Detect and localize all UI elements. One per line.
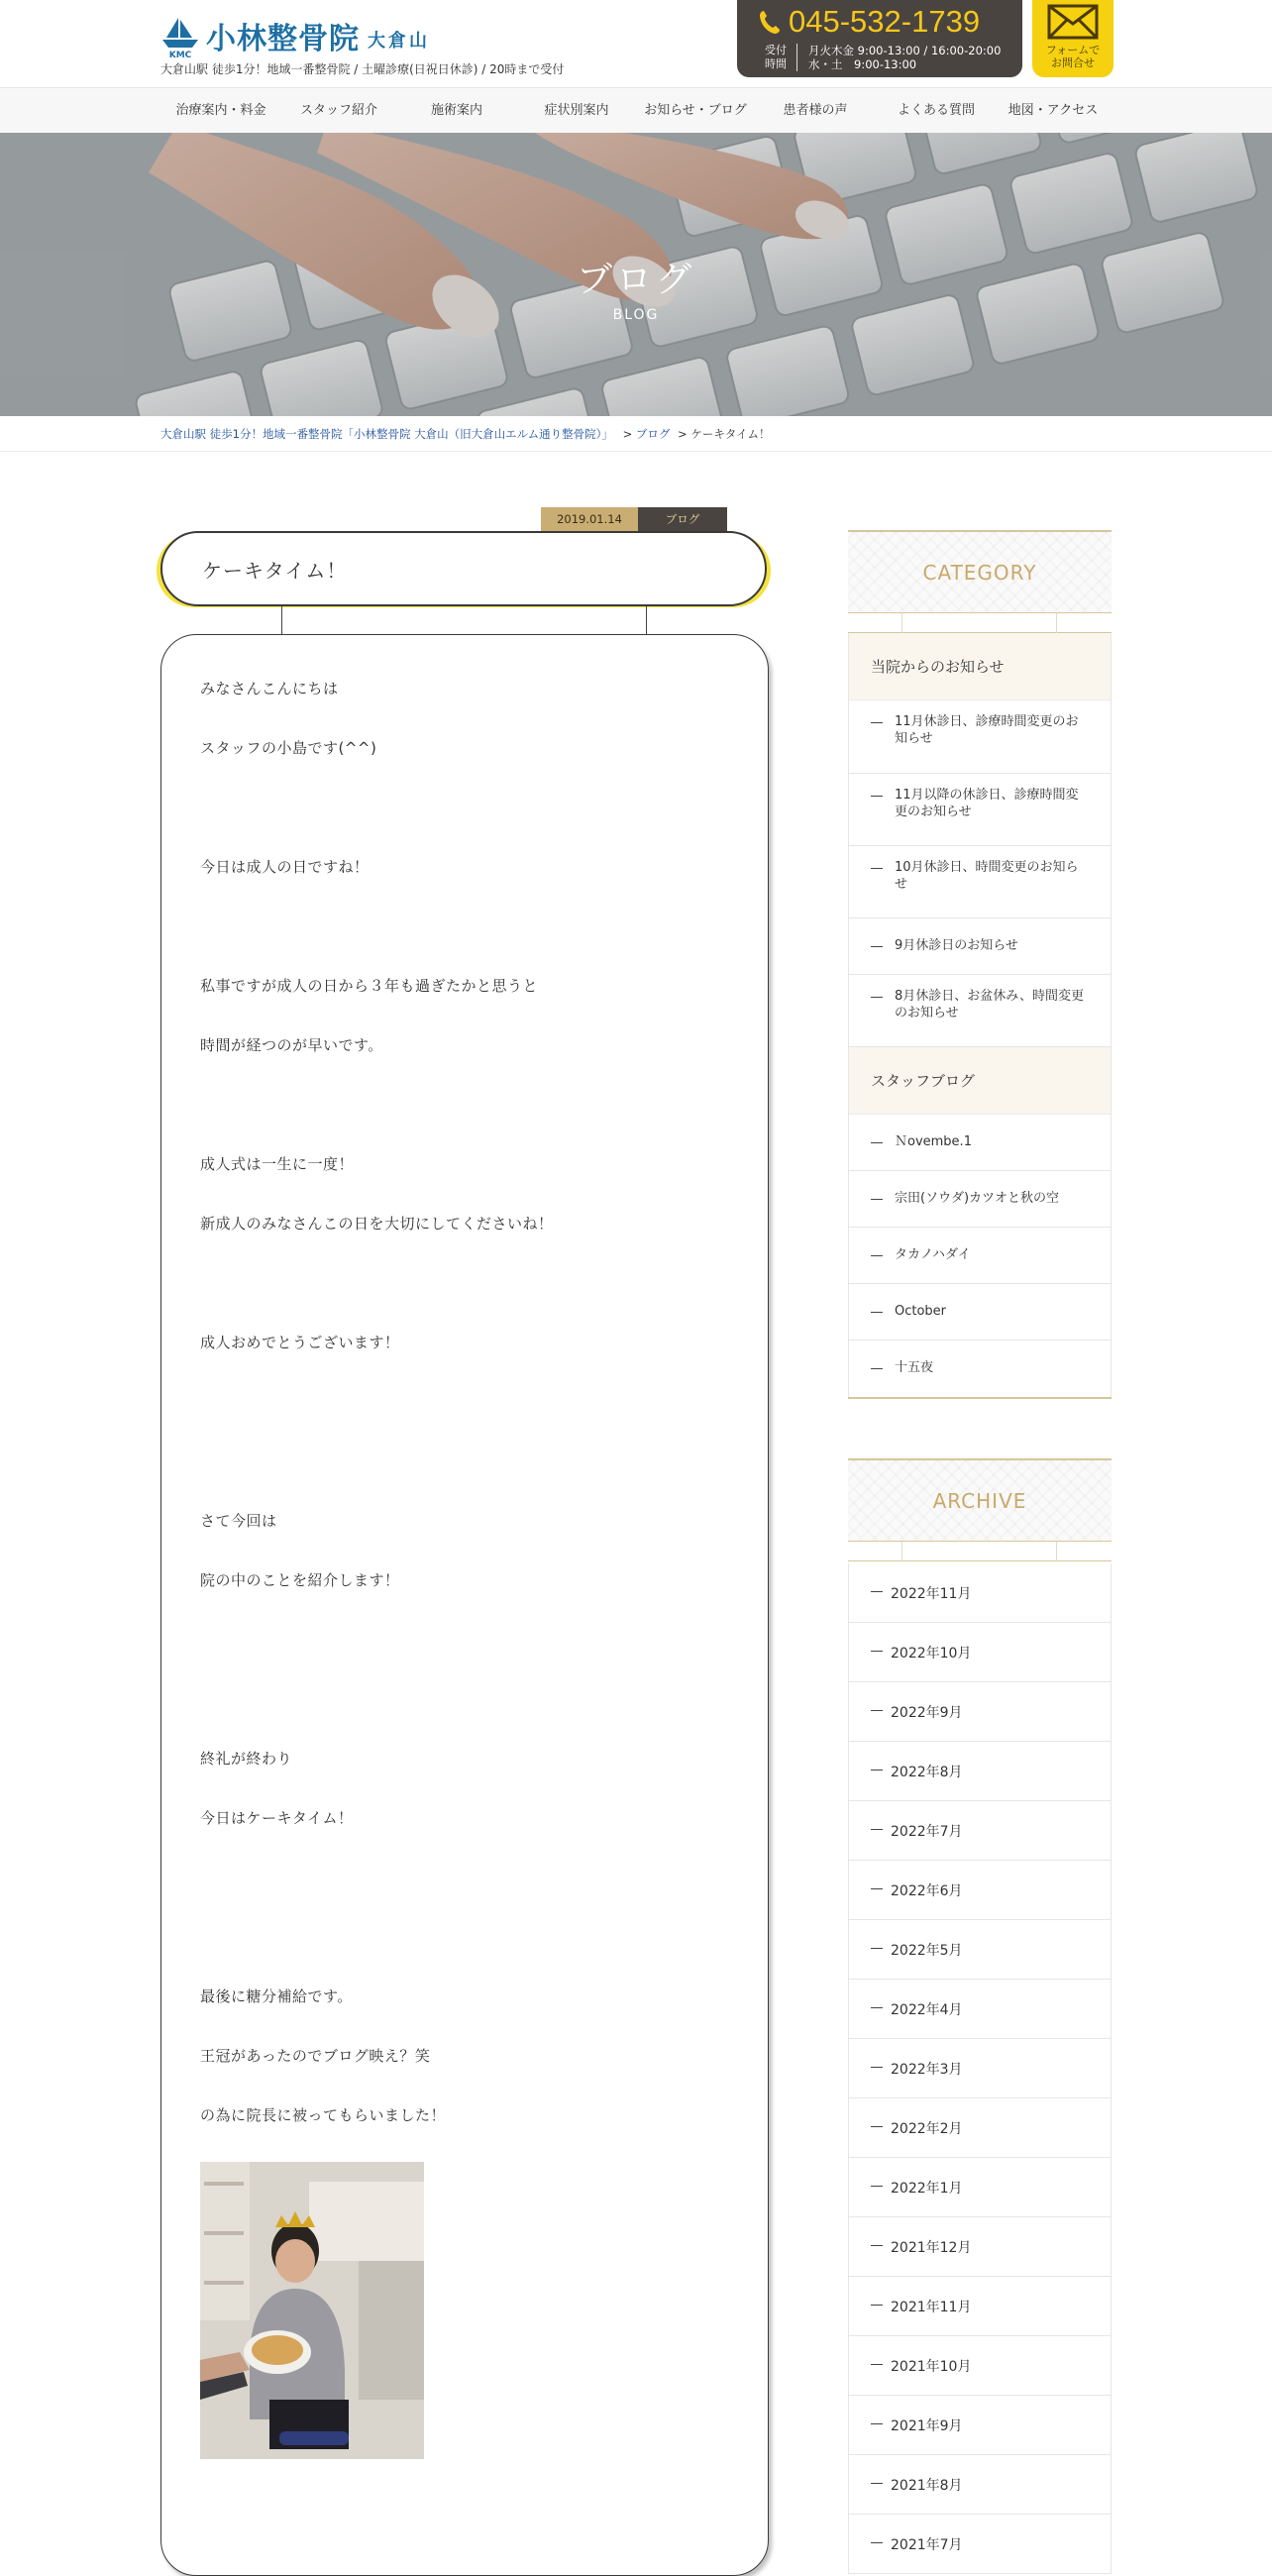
- post-title: ケーキタイム！: [202, 559, 348, 583]
- post-paragraph: みなさんこんにちは: [200, 680, 339, 698]
- hours-divider: [796, 44, 797, 71]
- header-tagline: 大倉山駅 徒歩1分！地域一番整骨院 / 土曜診療(日祝日休診) / 20時まで受付: [160, 62, 565, 76]
- post-paragraph: の為に院長に被ってもらいました！: [200, 2106, 447, 2124]
- post-photo-cake-crown[interactable]: [200, 2162, 424, 2459]
- category-post-link[interactable]: 宗田(ソウダ)カツオと秋の空: [849, 1171, 1111, 1228]
- post-paragraph: さて今回は: [200, 1512, 277, 1530]
- archive-month-link[interactable]: 2021年8月: [849, 2455, 1111, 2515]
- breadcrumb-home-link[interactable]: 大倉山駅 徒歩1分！地域一番整骨院「小林整骨院 大倉山（旧大倉山エルム通り整骨院）」: [160, 427, 613, 441]
- post-category-tag[interactable]: ブログ: [638, 507, 727, 531]
- archive-list: [848, 1563, 1112, 2574]
- contact-form-button[interactable]: [1032, 0, 1113, 77]
- post-paragraph: スタッフの小島です(^^): [200, 739, 377, 757]
- logo-sub-text: 大倉山: [368, 31, 430, 52]
- hero-banner: [0, 133, 1272, 416]
- category-post-link[interactable]: October: [849, 1284, 1111, 1341]
- category-post-link[interactable]: 十五夜: [849, 1341, 1111, 1397]
- post-paragraph: 新成人のみなさんこの日を大切にしてくださいね！: [200, 1215, 554, 1233]
- post-date: 2019.01.14: [541, 507, 638, 531]
- business-hours: 月火木金 9:00-13:00 / 16:00-20:00 水・土 9:00-13:00: [808, 44, 1002, 71]
- nav-item-symptoms[interactable]: 症状別案内: [544, 103, 609, 118]
- category-heading: CATEGORY: [848, 530, 1112, 613]
- archive-month-link[interactable]: 2022年7月: [849, 1801, 1111, 1861]
- mail-icon: [1047, 4, 1099, 40]
- post-paragraph: 院の中のことを紹介します！: [200, 1571, 400, 1589]
- breadcrumb-separator: >: [622, 427, 633, 441]
- archive-month-link[interactable]: 2021年10月: [849, 2336, 1111, 2396]
- breadcrumb-blog-link[interactable]: ブログ: [635, 427, 671, 441]
- category-bottom-border: [848, 1397, 1112, 1399]
- hours-label: 受付 時間: [765, 44, 787, 70]
- category-post-link[interactable]: 11月休診日、診療時間変更のお知らせ: [849, 700, 1111, 774]
- hero-title: ブログ: [576, 260, 695, 300]
- archive-month-link[interactable]: 2022年11月: [849, 1563, 1111, 1623]
- archive-month-link[interactable]: 2022年2月: [849, 2098, 1111, 2158]
- breadcrumb-divider: [0, 451, 1272, 452]
- title-connector: [646, 606, 647, 634]
- archive-month-link[interactable]: 2022年5月: [849, 1920, 1111, 1980]
- ship-logo-icon: [160, 16, 200, 59]
- archive-month-link[interactable]: 2022年6月: [849, 1861, 1111, 1920]
- category-post-link[interactable]: 10月休診日、時間変更のお知らせ: [849, 846, 1111, 918]
- category-post-link[interactable]: Ｎovembe.1: [849, 1115, 1111, 1171]
- phone-link[interactable]: [759, 4, 980, 40]
- breadcrumb-separator: >: [678, 427, 688, 441]
- archive-month-link[interactable]: 2022年1月: [849, 2158, 1111, 2217]
- category-heading-bar: [848, 613, 1112, 633]
- category-post-link[interactable]: 9月休診日のお知らせ: [849, 918, 1111, 975]
- post-paragraph: 成人式は一生に一度！: [200, 1155, 355, 1173]
- hero-subtitle: BLOG: [612, 307, 660, 323]
- post-paragraph: 時間が経つのが早いです。: [200, 1036, 383, 1054]
- archive-month-link[interactable]: 2021年11月: [849, 2277, 1111, 2336]
- archive-month-link[interactable]: 2022年9月: [849, 1682, 1111, 1742]
- category-group-clinic-news[interactable]: 当院からのお知らせ: [849, 633, 1111, 700]
- post-title-box: [160, 531, 767, 606]
- phone-icon: [759, 9, 781, 35]
- archive-month-link[interactable]: 2022年3月: [849, 2039, 1111, 2098]
- logo-main-text: 小林整骨院: [206, 22, 360, 56]
- post-paragraph: 最後に糖分補給です。: [200, 1987, 353, 2005]
- archive-month-link[interactable]: 2022年4月: [849, 1980, 1111, 2039]
- nav-item-faq[interactable]: よくある質問: [897, 103, 975, 118]
- contact-form-label: フォームで お問合せ: [1045, 44, 1101, 69]
- main-nav: [0, 87, 1272, 134]
- site-logo[interactable]: [160, 14, 430, 57]
- archive-month-link[interactable]: 2021年7月: [849, 2515, 1111, 2574]
- nav-item-procedures[interactable]: 施術案内: [430, 103, 482, 118]
- nav-item-testimonials[interactable]: 患者様の声: [783, 103, 848, 118]
- svg-text:KMC: KMC: [168, 51, 192, 59]
- breadcrumb-current: ケーキタイム！: [690, 427, 771, 441]
- category-post-link[interactable]: タカノハダイ: [849, 1228, 1111, 1284]
- archive-heading-bar: [848, 1542, 1112, 1561]
- nav-item-news-blog[interactable]: お知らせ・ブログ: [644, 103, 747, 118]
- post-paragraph: 私事ですが成人の日から３年も過ぎたかと思うと: [200, 977, 539, 995]
- post-paragraph: 成人おめでとうございます！: [200, 1334, 400, 1351]
- nav-item-staff[interactable]: スタッフ紹介: [299, 103, 377, 118]
- nav-item-access[interactable]: 地図・アクセス: [1007, 103, 1099, 118]
- category-post-link[interactable]: 8月休診日、お盆休み、時間変更のお知らせ: [849, 975, 1111, 1047]
- category-post-link[interactable]: 11月以降の休診日、診療時間変更のお知らせ: [849, 774, 1111, 846]
- title-connector: [281, 606, 282, 634]
- nav-item-treatment-fees[interactable]: 治療案内・料金: [175, 103, 266, 118]
- archive-heading: ARCHIVE: [848, 1458, 1112, 1542]
- phone-contact-box: [737, 0, 1022, 77]
- archive-month-link[interactable]: 2021年9月: [849, 2396, 1111, 2455]
- post-paragraph: 今日はケーキタイム！: [200, 1809, 354, 1827]
- phone-number: 045-532-1739: [789, 4, 981, 39]
- post-paragraph: 今日は成人の日ですね！: [200, 858, 370, 876]
- site-header: [0, 0, 1272, 87]
- breadcrumb: [160, 426, 770, 442]
- archive-month-link[interactable]: 2022年10月: [849, 1623, 1111, 1682]
- post-paragraph: 王冠があったのでブログ映え？笑: [200, 2047, 431, 2065]
- category-group-staff-blog[interactable]: スタッフブログ: [849, 1047, 1111, 1115]
- archive-month-link[interactable]: 2021年12月: [849, 2217, 1111, 2277]
- category-list: [848, 633, 1112, 1397]
- post-paragraph: 終礼が終わり: [200, 1750, 293, 1768]
- archive-month-link[interactable]: 2022年8月: [849, 1742, 1111, 1801]
